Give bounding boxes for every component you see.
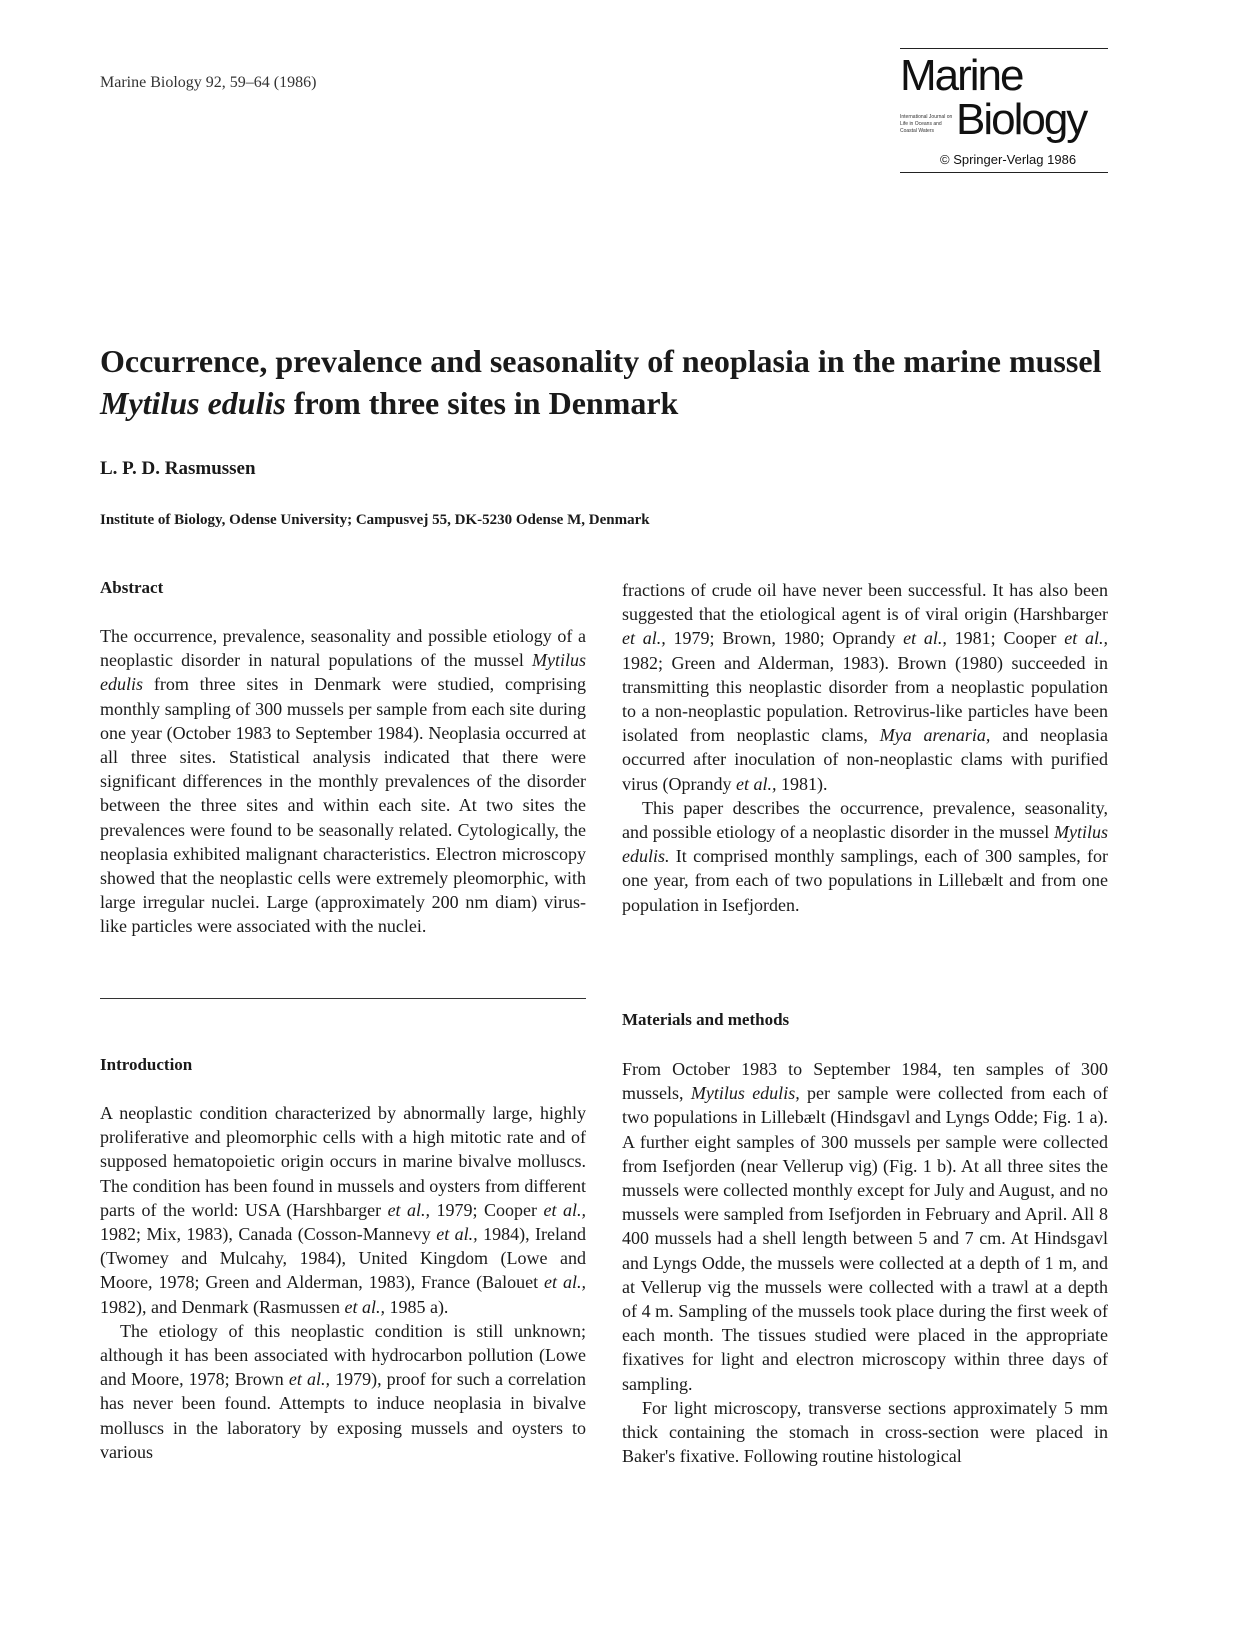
text-run: The etiology of this neoplastic condition is still unknown; although it has been associated with hydrocarbon pollution (Lowe and Moore, 1978; Brown bbox=[100, 1320, 586, 1390]
italic-text: et al., bbox=[543, 1199, 586, 1220]
paragraph bbox=[100, 1319, 586, 1464]
abstract-heading: Abstract bbox=[100, 578, 164, 597]
text-run: A neoplastic condition characterized by abnormally large, highly proliferative and pleomorphic cells with a high mitotic rate and of supposed hematopoietic origin occurs in marine bivalve molluscs. The condition has been found in mussels and oysters from different parts of the world: USA (Harshbarger bbox=[100, 1103, 586, 1220]
italic-text: et al., bbox=[1064, 628, 1108, 649]
introduction-heading: Introduction bbox=[100, 1055, 193, 1074]
logo-copyright: © Springer-Verlag 1986 bbox=[940, 152, 1077, 167]
paragraph bbox=[100, 1101, 586, 1319]
text-run: 1981). bbox=[776, 773, 828, 794]
text-run: from three sites in Denmark were studied, comprising monthly sampling of 300 mussels per sample from each site during one year (October 1983 to September 1984). Neoplasia occurred at all three sites. Statistical analysis indicated that there were significant differences in the monthly prevalences of the disorder between the three sites and within each site. At two sites the prevalences were found to be seasonally related. Cytologically, the neoplasia exhibited malignant characteristics. Electron microscopy showed that the neoplastic cells were extremely pleomorphic, with large irregular nuclei. Large (approximately 200 nm diam) virus-like particles were associated with the nuclei. bbox=[100, 674, 586, 937]
paragraph bbox=[622, 1396, 1108, 1469]
affiliation: Institute of Biology, Odense University; Campusvej 55, DK-5230 Odense M, Denmark bbox=[100, 512, 650, 528]
text-run: 1979), proof for such a correlation has never been found. Attempts to induce neoplasia in bivalve molluscs in the laboratory by exposing mussels and oysters to various bbox=[100, 1369, 586, 1462]
methods-body bbox=[622, 1057, 1108, 1468]
text-run: For light microscopy, transverse sections approximately 5 mm thick containing the stomach in cross-section were placed in Baker's fixative. Following routine histological bbox=[622, 1397, 1108, 1467]
paragraph bbox=[622, 1057, 1108, 1396]
paragraph bbox=[100, 624, 586, 939]
text-run: Occurrence, prevalence and seasonality of neoplasia in the marine mussel bbox=[100, 343, 1102, 379]
logo-bottom-rule bbox=[900, 172, 1108, 173]
italic-text: et al., bbox=[344, 1296, 385, 1317]
text-run: 1982), and Denmark (Rasmussen bbox=[100, 1296, 345, 1317]
italic-text: et al., bbox=[436, 1224, 478, 1245]
journal-citation: Marine Biology 92, 59–64 (1986) bbox=[100, 74, 317, 91]
introduction-continued bbox=[622, 578, 1108, 917]
text-run: This paper describes the occurrence, prevalence, seasonality, and possible etiology of a neoplastic disorder in the mussel bbox=[622, 797, 1108, 843]
italic-text: Mya arenaria, bbox=[879, 725, 991, 746]
text-run: 1979; Brown, 1980; Oprandy bbox=[665, 628, 904, 649]
text-run: per sample were collected from each of two populations in Lillebælt (Hindsgavl and Lyngs Odde; Fig. 1 a). A further eight samples of 300 mussels per sample were collected from Isefjorden (near Vellerup vig) (Fig. 1 b). At all three sites the mussels were collected monthly except for July and August, and no mussels were sampled from Isefjorden in February and April. All 8 400 mussels had a shell length between 5 and 7 cm. At Hindsgavl and Lyngs Odde, the mussels were collected at a depth of 1 m, and at Vellerup vig the mussels were collected with a trawl at a depth of 4 m. Sampling of the mussels took place during the first week of each month. The tissues studied were placed in the appropriate fixatives for light and electron microscopy within three days of sampling. bbox=[622, 1083, 1108, 1394]
italic-text: et al., bbox=[622, 628, 666, 649]
logo-subtitle: International Journal on Life in Oceans and Coastal Waters bbox=[900, 114, 953, 134]
italic-text: Mytilus edulis, bbox=[690, 1083, 800, 1104]
text-run: 1982; Mix, 1983), Canada (Cosson-Mannevy bbox=[100, 1224, 437, 1245]
text-run: The occurrence, prevalence, seasonality and possible etiology of a neoplastic disorder in natural populations of the mussel bbox=[100, 626, 586, 671]
italic-text: Mytilus edulis bbox=[100, 650, 586, 695]
italic-text: et al., bbox=[387, 1199, 431, 1220]
abstract-body bbox=[100, 624, 586, 939]
logo-line2: Biology bbox=[956, 95, 1087, 144]
methods-heading: Materials and methods bbox=[622, 1010, 790, 1029]
paper-title bbox=[100, 340, 1120, 424]
italic-text: et al., bbox=[735, 773, 777, 794]
journal-logo bbox=[900, 48, 1108, 178]
paragraph bbox=[622, 796, 1108, 917]
author: L. P. D. Rasmussen bbox=[100, 458, 256, 479]
italic-text: et al., bbox=[288, 1369, 330, 1390]
paragraph bbox=[622, 578, 1108, 796]
text-run: and neoplasia occurred after inoculation of non-neoplastic clams with purified virus (Oprandy bbox=[622, 725, 1108, 794]
text-run: 1984), Ireland (Twomey and Mulcahy, 1984), United Kingdom (Lowe and Moore, 1978; Green and Alderman, 1983), France (Balouet bbox=[100, 1224, 586, 1293]
italic-text: Mytilus edulis bbox=[100, 385, 286, 421]
introduction-body bbox=[100, 1101, 586, 1464]
text-run: 1985 a). bbox=[384, 1296, 449, 1317]
italic-text: et al., bbox=[903, 628, 947, 649]
text-run: From October 1983 to September 1984, ten samples of 300 mussels, bbox=[622, 1059, 1108, 1104]
text-run: fractions of crude oil have never been successful. It has also been suggested that the etiological agent is of viral origin (Harshbarger bbox=[622, 580, 1108, 625]
abstract-rule bbox=[100, 998, 586, 999]
text-run: 1979; Cooper bbox=[430, 1199, 544, 1220]
italic-text: et al., bbox=[544, 1272, 586, 1293]
logo-line1: Marine bbox=[900, 51, 1023, 100]
text-run: It comprised monthly samplings, each of 300 samples, for one year, from each of two populations in Lillebælt and from one population in Isefjorden. bbox=[622, 846, 1108, 915]
text-run: 1982; Green and Alderman, 1983). Brown (1980) succeeded in transmitting this neoplastic disorder from a neoplastic population to a non-neoplastic population. Retrovirus-like particles have been isolated from neoplastic clams, bbox=[622, 652, 1108, 746]
italic-text: Mytilus edulis. bbox=[622, 822, 1108, 867]
text-run: from three sites in Denmark bbox=[285, 385, 679, 421]
logo-top-rule bbox=[900, 48, 1108, 49]
text-run: 1981; Cooper bbox=[946, 628, 1065, 649]
